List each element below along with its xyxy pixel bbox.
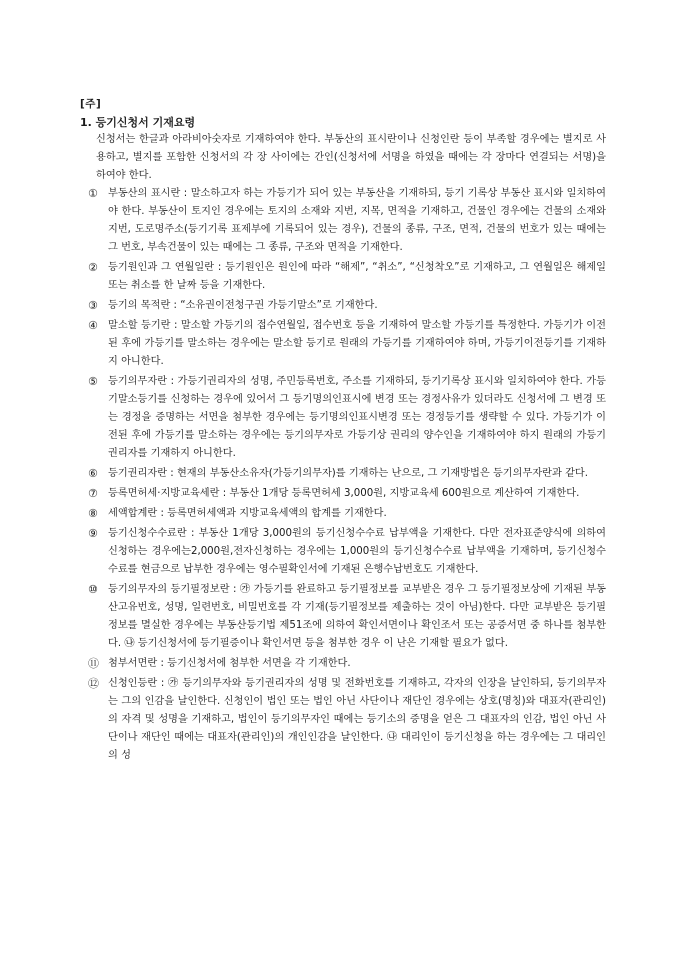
- item-text: 부동산의 표시란 : 말소하고자 하는 가등기가 되어 있는 부동산을 기재하되, 등기 기록상 부동산 표시와 일치하여야 한다. 부동산이 토지인 경우에는 토지의 소재와 지번, 지목, 면적을 기재하고, 건물인 경우에는 건물의 소재와 지번, 도로명주소(등기기록 표제부에 기록되어 있는 경우), 건물의 종류, 구조, 면적, 건물의 번호가 있는 때에는 그 번호, 부속건물이 있는 때에는 그 종류, 구조와 면적을 기재한다.: [108, 188, 606, 253]
- list-item: [88, 655, 606, 673]
- instruction-list: [88, 185, 606, 767]
- item-text: 등기권리자란 : 현재의 부동산소유자(가등기의무자)를 기재하는 난으로, 그 기재방법은 등기의무자란과 같다.: [108, 468, 589, 479]
- item-text: 등기신청수수료란 : 부동산 1개당 3,000원의 등기신청수수료 납부액을 기재한다. 다만 전자표준양식에 의하여 신청하는 경우에는2,000원,전자신청하는 경우에는 1,000원의 등기신청수수료 납부액을 기재하며, 등기신청수수료를 현금으로 납부한 경우에는 영수필확인서에 기재된 은행수납번호도 기재한다.: [108, 528, 606, 575]
- item-number: ③: [88, 299, 98, 312]
- item-text: 세액합계란 : 등록면허세액과 지방교육세액의 합계를 기재한다.: [108, 508, 387, 519]
- list-item: [88, 505, 606, 523]
- list-item: [88, 485, 606, 503]
- item-text: 등기원인과 그 연월일란 : 등기원인은 원인에 따라 “해제”, “취소”, “신청착오”로 기재하고, 그 연월일은 해제일 또는 취소를 한 날짜 등을 기재한다.: [108, 262, 606, 291]
- item-text: 등록면허세·지방교육세란 : 부동산 1개당 등록면허세 3,000원, 지방교육세 600원으로 계산하여 기재한다.: [108, 488, 580, 499]
- list-item: [88, 675, 606, 765]
- item-text: 말소할 등기란 : 말소할 가등기의 접수연월일, 접수번호 등을 기재하여 말소할 가등기를 특정한다. 가등기가 이전된 후에 가등기를 말소하는 경우에는 말소할 등기로 원래의 가등기를 기재하여야 하며, 가등기이전등기를 기재하지 아니한다.: [108, 320, 606, 367]
- list-item: [88, 581, 606, 653]
- item-number: ①: [88, 187, 98, 200]
- item-number: ⑪: [88, 657, 99, 670]
- item-text: 등기의 목적란 : “소유권이전청구권 가등기말소”로 기재한다.: [108, 300, 378, 311]
- item-number: ④: [88, 319, 98, 332]
- item-number: ⑩: [88, 583, 98, 596]
- item-number: ⑫: [88, 677, 99, 690]
- note-label: [주]: [80, 98, 102, 110]
- list-item: [88, 297, 606, 315]
- item-number: ②: [88, 261, 98, 274]
- list-item: [88, 373, 606, 463]
- list-item: [88, 525, 606, 579]
- item-number: ⑤: [88, 375, 98, 388]
- item-number: ⑧: [88, 507, 98, 520]
- item-text: 등기의무자의 등기필정보란 : ㉮ 가등기를 완료하고 등기필정보를 교부받은 경우 그 등기필정보상에 기재된 부동산고유번호, 성명, 일련번호, 비밀번호를 각 기재(등기필정보를 제출하는 것이 아님)한다. 다만 교부받은 등기필정보를 멸실한 경우에는 부동산등기법 제51조에 의하여 확인서면이나 확인조서 또는 공증서면 중 하나를 첨부한다. ㉯ 등기신청서에 등기필증이나 확인서면 등을 첨부한 경우 이 난은 기재할 필요가 없다.: [108, 584, 606, 649]
- list-item: [88, 185, 606, 257]
- item-text: 첨부서면란 : 등기신청서에 첨부한 서면을 각 기재한다.: [108, 658, 351, 669]
- list-item: [88, 465, 606, 483]
- item-number: ⑨: [88, 527, 98, 540]
- item-text: 등기의무자란 : 가등기권리자의 성명, 주민등록번호, 주소를 기재하되, 등기기록상 표시와 일치하여야 한다. 가등기말소등기를 신청하는 경우에 있어서 그 등기명의인표시에 변경 또는 경정사유가 있더라도 신청서에 그 변경 또는 경정을 증명하는 서면을 첨부한 경우에는 등기명의인표시변경 또는 경정등기를 생략할 수 있다. 가등기가 이전된 후에 가등기를 말소하는 경우에는 등기의무자로 가등기상 권리의 양수인을 기재하여야 하지 원래의 가등기권리자를 기재하지 아니한다.: [108, 376, 606, 459]
- item-text: 신청인등란 : ㉮ 등기의무자와 등기권리자의 성명 및 전화번호를 기재하고, 각자의 인장을 날인하되, 등기의무자는 그의 인감을 날인한다. 신청인이 법인 또는 법인 아닌 사단이나 재단인 경우에는 상호(명칭)와 대표자(관리인)의 자격 및 성명을 기재하고, 법인이 등기의무자인 때에는 등기소의 증명을 얻은 그 대표자의 인감, 법인 아닌 사단이나 재단인 때에는 대표자(관리인)의 개인인감을 날인한다. ㉯ 대리인이 등기신청을 하는 경우에는 그 대리인의 성: [108, 678, 606, 761]
- list-item: [88, 259, 606, 295]
- intro-paragraph: 신청서는 한글과 아라비아숫자로 기재하여야 한다. 부동산의 표시란이나 신청인란 등이 부족할 경우에는 별지로 사용하고, 별지를 포함한 신청서의 각 장 사이에는 간인(신청서에 서명을 하였을 때에는 각 장마다 연결되는 서명)을 하여야 한다.: [96, 134, 606, 181]
- item-number: ⑦: [88, 487, 98, 500]
- item-number: ⑥: [88, 467, 98, 480]
- list-item: [88, 317, 606, 371]
- section-title: 1. 등기신청서 기재요령: [80, 116, 196, 129]
